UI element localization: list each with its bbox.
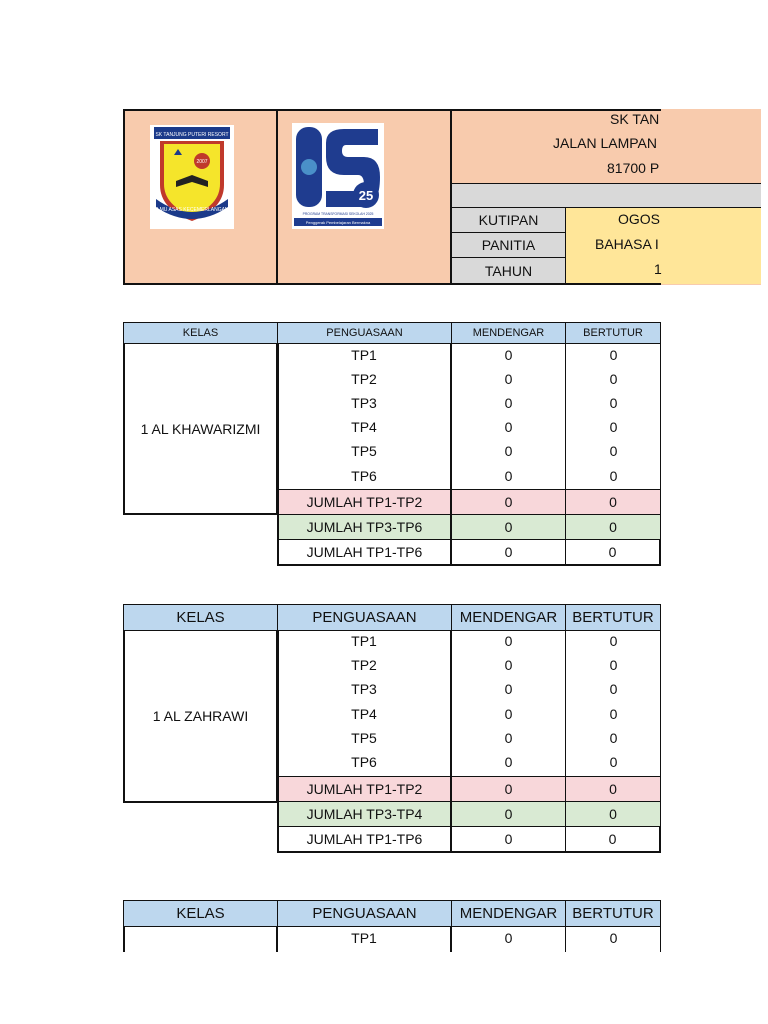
panitia-value-clip	[566, 233, 661, 257]
total-mendengar: 0	[451, 776, 566, 802]
mendengar-value: 0	[504, 930, 513, 946]
total-label: JUMLAH TP3-TP6	[277, 514, 452, 540]
school-name: SK TAN	[610, 111, 660, 127]
kutipan-value: OGOS	[618, 211, 661, 227]
bertutur-value: 0	[609, 930, 618, 946]
col-bertutur-header: BERTUTUR	[565, 900, 661, 927]
header-bottom-line	[123, 283, 661, 285]
col-mendengar-header: MENDENGAR	[451, 900, 566, 927]
tp-label: TP5	[351, 730, 377, 746]
school-address-postcode: 81700 P	[607, 160, 660, 176]
school-address-street: JALAN LAMPAN	[553, 135, 657, 151]
kelas-name: 1 AL ZAHRAWI	[123, 630, 278, 803]
total-label: JUMLAH TP3-TP4	[277, 801, 452, 827]
col-kelas-header: KELAS	[123, 322, 278, 344]
total-bertutur: 0	[565, 776, 661, 802]
mendengar-value: 0	[504, 371, 513, 387]
col-penguasaan-header: PENGUASAAN	[277, 604, 452, 631]
crest-bottom-text: ILMU ASAS KECEMERLANGAN	[155, 207, 229, 213]
tp-label: TP1	[351, 930, 377, 946]
tp-label: TP3	[351, 681, 377, 697]
total-label: JUMLAH TP1-TP6	[277, 539, 452, 566]
col-mendengar-header: MENDENGAR	[451, 322, 566, 344]
total-bertutur: 0	[565, 539, 661, 566]
mendengar-value: 0	[504, 681, 513, 697]
total-label: JUMLAH TP1-TP2	[277, 489, 452, 515]
ts25-logo	[292, 123, 384, 229]
col-penguasaan-header: PENGUASAAN	[277, 322, 452, 344]
tp-label: TP1	[351, 347, 377, 363]
total-label: JUMLAH TP1-TP2	[277, 776, 452, 802]
col-bertutur-header: BERTUTUR	[565, 604, 661, 631]
tp-label: TP4	[351, 419, 377, 435]
kutipan-label: KUTIPAN	[451, 207, 566, 233]
kelas-name	[125, 926, 276, 950]
ts25-caption-2: Penggerak Pembelajaran Bermakna	[305, 220, 371, 225]
bertutur-value: 0	[609, 730, 618, 746]
school-crest-logo	[150, 125, 234, 229]
col-kelas-header: KELAS	[123, 900, 278, 927]
tp-label: TP2	[351, 371, 377, 387]
total-mendengar: 0	[451, 826, 566, 853]
bertutur-value: 0	[609, 371, 618, 387]
tp-label: TP3	[351, 395, 377, 411]
tp-label: TP4	[351, 706, 377, 722]
ts25-caption-1: PROGRAM TRANSFORMASI SEKOLAH 2025	[302, 212, 374, 216]
total-mendengar: 0	[451, 801, 566, 827]
bertutur-value: 0	[609, 706, 618, 722]
bertutur-value: 0	[609, 633, 618, 649]
mendengar-value: 0	[504, 657, 513, 673]
tahun-label: TAHUN	[451, 257, 566, 284]
ts25-number: 25	[358, 188, 374, 203]
mendengar-value: 0	[504, 347, 513, 363]
total-bertutur: 0	[565, 826, 661, 853]
bertutur-value: 0	[609, 443, 618, 459]
bertutur-value: 0	[609, 347, 618, 363]
total-mendengar: 0	[451, 514, 566, 540]
mendengar-value: 0	[504, 468, 513, 484]
bertutur-value: 0	[609, 395, 618, 411]
tp-label: TP6	[351, 754, 377, 770]
school-address-clip	[452, 109, 661, 184]
tp-label: TP6	[351, 468, 377, 484]
header-divider-1	[276, 109, 278, 285]
mendengar-value: 0	[504, 730, 513, 746]
tp-label: TP2	[351, 657, 377, 673]
col-kelas-header: KELAS	[123, 604, 278, 631]
crest-top-text: SK TANJUNG PUTERI RESORT	[155, 132, 229, 138]
bertutur-value: 0	[609, 681, 618, 697]
mendengar-value: 0	[504, 443, 513, 459]
mendengar-value: 0	[504, 419, 513, 435]
total-bertutur: 0	[565, 489, 661, 515]
tahun-value-clip	[566, 258, 661, 282]
panitia-label: PANITIA	[451, 232, 566, 258]
crest-badge-number: 2007	[196, 159, 208, 165]
total-bertutur: 0	[565, 801, 661, 827]
total-bertutur: 0	[565, 514, 661, 540]
total-label: JUMLAH TP1-TP6	[277, 826, 452, 853]
total-mendengar: 0	[451, 539, 566, 566]
mendengar-value: 0	[504, 633, 513, 649]
tahun-value: 1	[654, 261, 662, 277]
tp-label: TP5	[351, 443, 377, 459]
col-mendengar-header: MENDENGAR	[451, 604, 566, 631]
panitia-value: BAHASA I	[595, 236, 659, 252]
kutipan-value-clip	[566, 208, 661, 232]
bertutur-value: 0	[609, 419, 618, 435]
header-gray-bar	[452, 183, 761, 207]
bertutur-value: 0	[609, 657, 618, 673]
total-mendengar: 0	[451, 489, 566, 515]
bertutur-value: 0	[609, 754, 618, 770]
bertutur-value: 0	[609, 468, 618, 484]
kelas-name: 1 AL KHAWARIZMI	[123, 343, 278, 515]
col-penguasaan-header: PENGUASAAN	[277, 900, 452, 927]
tp-label: TP1	[351, 633, 377, 649]
mendengar-value: 0	[504, 706, 513, 722]
mendengar-value: 0	[504, 754, 513, 770]
mendengar-value: 0	[504, 395, 513, 411]
col-bertutur-header: BERTUTUR	[565, 322, 661, 344]
